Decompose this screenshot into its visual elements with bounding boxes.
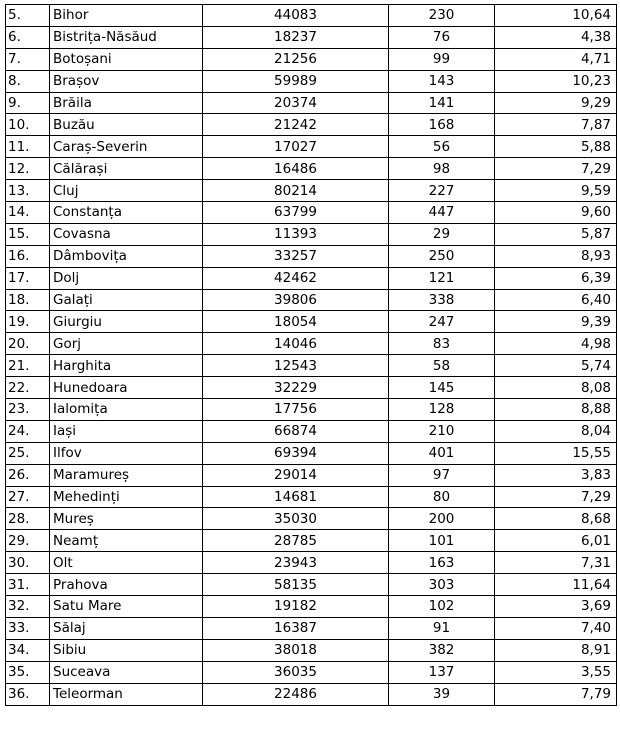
value2-cell: 250 [389,245,495,267]
value2-cell: 58 [389,355,495,377]
table-row [6,420,617,442]
value1-cell: 20374 [203,92,389,114]
table-body [6,5,617,706]
table-row [6,639,617,661]
row-number-cell: 28. [6,508,50,530]
value2-cell: 447 [389,202,495,224]
value3-cell: 7,29 [495,158,617,180]
value3-cell: 8,04 [495,420,617,442]
table-row [6,596,617,618]
row-number-cell: 30. [6,552,50,574]
table-row [6,464,617,486]
row-number-cell: 29. [6,530,50,552]
county-name-cell: Călărași [50,158,203,180]
value2-cell: 401 [389,442,495,464]
value3-cell: 10,64 [495,5,617,27]
value2-cell: 168 [389,114,495,136]
row-number-cell: 25. [6,442,50,464]
table-row [6,442,617,464]
county-name-cell: Gorj [50,333,203,355]
value3-cell: 8,91 [495,639,617,661]
value2-cell: 163 [389,552,495,574]
value3-cell: 8,68 [495,508,617,530]
value1-cell: 66874 [203,420,389,442]
value3-cell: 8,88 [495,399,617,421]
table-row [6,202,617,224]
county-name-cell: Sălaj [50,617,203,639]
value2-cell: 200 [389,508,495,530]
row-number-cell: 35. [6,661,50,683]
value2-cell: 76 [389,26,495,48]
table-row [6,530,617,552]
value1-cell: 63799 [203,202,389,224]
value3-cell: 5,74 [495,355,617,377]
row-number-cell: 5. [6,5,50,27]
value3-cell: 7,31 [495,552,617,574]
row-number-cell: 18. [6,289,50,311]
value1-cell: 11393 [203,223,389,245]
value1-cell: 42462 [203,267,389,289]
row-number-cell: 17. [6,267,50,289]
value1-cell: 17027 [203,136,389,158]
value3-cell: 6,01 [495,530,617,552]
value2-cell: 121 [389,267,495,289]
value3-cell: 8,08 [495,377,617,399]
row-number-cell: 33. [6,617,50,639]
table-row [6,508,617,530]
table-row [6,486,617,508]
value2-cell: 382 [389,639,495,661]
table-row [6,48,617,70]
value1-cell: 19182 [203,596,389,618]
value3-cell: 8,93 [495,245,617,267]
table-row [6,661,617,683]
table-row [6,311,617,333]
value1-cell: 21242 [203,114,389,136]
value2-cell: 39 [389,683,495,705]
value1-cell: 14046 [203,333,389,355]
value2-cell: 80 [389,486,495,508]
value2-cell: 102 [389,596,495,618]
row-number-cell: 6. [6,26,50,48]
value1-cell: 18237 [203,26,389,48]
value3-cell: 3,55 [495,661,617,683]
table-row [6,70,617,92]
value2-cell: 143 [389,70,495,92]
table-row [6,136,617,158]
county-name-cell: Sibiu [50,639,203,661]
county-name-cell: Dolj [50,267,203,289]
county-name-cell: Bistrița-Năsăud [50,26,203,48]
value3-cell: 4,38 [495,26,617,48]
row-number-cell: 20. [6,333,50,355]
table-row [6,377,617,399]
value3-cell: 10,23 [495,70,617,92]
county-name-cell: Caraș-Severin [50,136,203,158]
county-name-cell: Maramureș [50,464,203,486]
row-number-cell: 12. [6,158,50,180]
value2-cell: 210 [389,420,495,442]
value2-cell: 91 [389,617,495,639]
value3-cell: 7,87 [495,114,617,136]
county-name-cell: Hunedoara [50,377,203,399]
table-row [6,399,617,421]
county-name-cell: Ilfov [50,442,203,464]
table-row [6,114,617,136]
table-row [6,158,617,180]
value2-cell: 230 [389,5,495,27]
value1-cell: 58135 [203,574,389,596]
value2-cell: 227 [389,180,495,202]
value3-cell: 9,60 [495,202,617,224]
county-name-cell: Buzău [50,114,203,136]
county-name-cell: Galați [50,289,203,311]
table-row [6,92,617,114]
value2-cell: 145 [389,377,495,399]
row-number-cell: 16. [6,245,50,267]
value3-cell: 5,87 [495,223,617,245]
value2-cell: 137 [389,661,495,683]
county-name-cell: Cluj [50,180,203,202]
value3-cell: 3,83 [495,464,617,486]
value1-cell: 18054 [203,311,389,333]
row-number-cell: 23. [6,399,50,421]
row-number-cell: 8. [6,70,50,92]
value3-cell: 6,39 [495,267,617,289]
county-name-cell: Mehedinți [50,486,203,508]
county-name-cell: Prahova [50,574,203,596]
row-number-cell: 14. [6,202,50,224]
value2-cell: 83 [389,333,495,355]
county-name-cell: Botoșani [50,48,203,70]
row-number-cell: 9. [6,92,50,114]
value1-cell: 39806 [203,289,389,311]
row-number-cell: 36. [6,683,50,705]
value2-cell: 141 [389,92,495,114]
value2-cell: 128 [389,399,495,421]
county-name-cell: Iași [50,420,203,442]
row-number-cell: 26. [6,464,50,486]
value1-cell: 59989 [203,70,389,92]
table-row [6,289,617,311]
value1-cell: 28785 [203,530,389,552]
table-row [6,26,617,48]
value1-cell: 69394 [203,442,389,464]
value1-cell: 14681 [203,486,389,508]
row-number-cell: 34. [6,639,50,661]
table-row [6,180,617,202]
row-number-cell: 19. [6,311,50,333]
table-row [6,267,617,289]
table-row [6,223,617,245]
row-number-cell: 24. [6,420,50,442]
value1-cell: 21256 [203,48,389,70]
value3-cell: 7,79 [495,683,617,705]
value1-cell: 12543 [203,355,389,377]
county-table-container [5,4,617,706]
value2-cell: 56 [389,136,495,158]
value2-cell: 29 [389,223,495,245]
value3-cell: 3,69 [495,596,617,618]
county-name-cell: Harghita [50,355,203,377]
value3-cell: 9,39 [495,311,617,333]
value1-cell: 80214 [203,180,389,202]
value3-cell: 9,29 [495,92,617,114]
value2-cell: 303 [389,574,495,596]
value2-cell: 98 [389,158,495,180]
row-number-cell: 15. [6,223,50,245]
value3-cell: 4,71 [495,48,617,70]
county-name-cell: Giurgiu [50,311,203,333]
row-number-cell: 21. [6,355,50,377]
value2-cell: 101 [389,530,495,552]
value1-cell: 32229 [203,377,389,399]
value2-cell: 247 [389,311,495,333]
county-name-cell: Teleorman [50,683,203,705]
table-row [6,245,617,267]
row-number-cell: 10. [6,114,50,136]
value1-cell: 16486 [203,158,389,180]
table-row [6,574,617,596]
value1-cell: 22486 [203,683,389,705]
value2-cell: 99 [389,48,495,70]
value3-cell: 15,55 [495,442,617,464]
row-number-cell: 13. [6,180,50,202]
row-number-cell: 27. [6,486,50,508]
value1-cell: 17756 [203,399,389,421]
county-name-cell: Mureș [50,508,203,530]
value3-cell: 7,40 [495,617,617,639]
county-name-cell: Covasna [50,223,203,245]
county-name-cell: Constanța [50,202,203,224]
county-name-cell: Suceava [50,661,203,683]
table-row [6,355,617,377]
table-row [6,5,617,27]
table-row [6,552,617,574]
value1-cell: 36035 [203,661,389,683]
value1-cell: 16387 [203,617,389,639]
county-name-cell: Brăila [50,92,203,114]
row-number-cell: 31. [6,574,50,596]
county-name-cell: Satu Mare [50,596,203,618]
county-name-cell: Neamț [50,530,203,552]
value1-cell: 35030 [203,508,389,530]
county-name-cell: Ialomița [50,399,203,421]
table-row [6,683,617,705]
county-statistics-table [5,4,617,706]
value1-cell: 38018 [203,639,389,661]
value3-cell: 11,64 [495,574,617,596]
row-number-cell: 7. [6,48,50,70]
table-row [6,333,617,355]
county-name-cell: Brașov [50,70,203,92]
value1-cell: 29014 [203,464,389,486]
county-name-cell: Dâmbovița [50,245,203,267]
value3-cell: 7,29 [495,486,617,508]
value2-cell: 97 [389,464,495,486]
value1-cell: 44083 [203,5,389,27]
value2-cell: 338 [389,289,495,311]
row-number-cell: 22. [6,377,50,399]
value3-cell: 4,98 [495,333,617,355]
value1-cell: 23943 [203,552,389,574]
value1-cell: 33257 [203,245,389,267]
county-name-cell: Olt [50,552,203,574]
value3-cell: 5,88 [495,136,617,158]
county-name-cell: Bihor [50,5,203,27]
value3-cell: 9,59 [495,180,617,202]
table-row [6,617,617,639]
row-number-cell: 32. [6,596,50,618]
value3-cell: 6,40 [495,289,617,311]
row-number-cell: 11. [6,136,50,158]
